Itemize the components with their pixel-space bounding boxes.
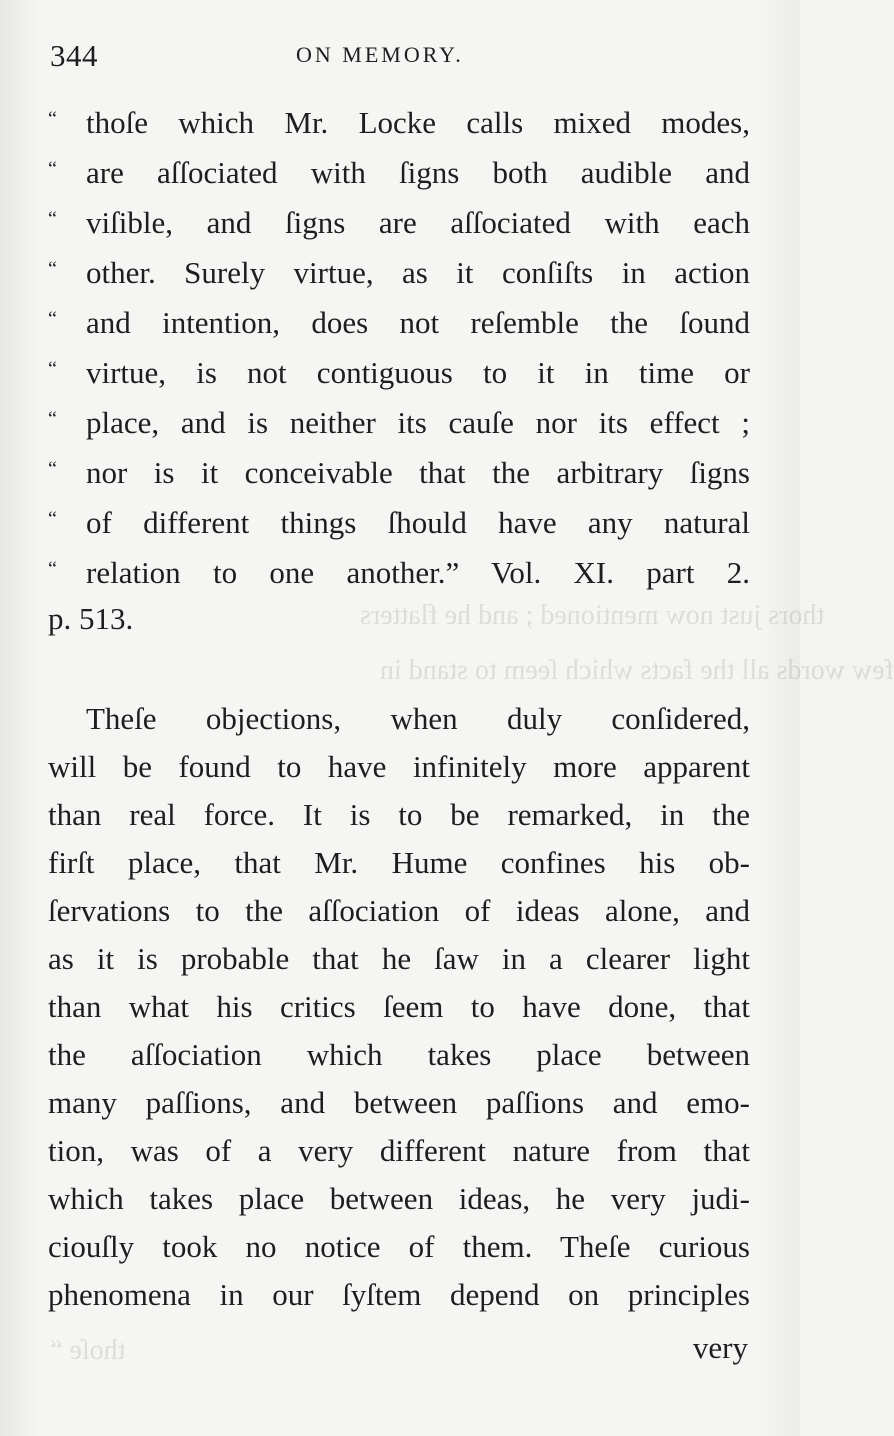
- quote-citation-tail: p. 513.: [48, 601, 134, 636]
- paragraph-line: will be found to have infinitely more apparent: [48, 749, 750, 784]
- quote-line: [48, 500, 750, 542]
- catchword: very: [692, 1330, 748, 1365]
- show-through-text: thoſe “: [50, 1335, 126, 1366]
- quote-line: [48, 250, 750, 292]
- quote-mark: “: [48, 508, 57, 530]
- paragraph-line: firſt place, that Mr. Hume confines his ob-: [48, 845, 750, 880]
- quote-line: [48, 400, 750, 442]
- quote-line-text: nor is it conceivable that the arbitrary ſigns: [86, 455, 750, 490]
- quote-mark: “: [48, 458, 57, 480]
- quote-line-text: are aſſociated with ſigns both audible and: [86, 155, 750, 190]
- show-through-text: few words all the facts which ſeem to stand in: [380, 655, 894, 686]
- quote-line-text: virtue, is not contiguous to it in time or: [86, 355, 750, 390]
- quote-line-text: of different things ſhould have any natural: [86, 505, 750, 540]
- quote-mark: “: [48, 408, 57, 430]
- paragraph-line: Theſe objections, when duly conſidered,: [86, 701, 750, 736]
- quote-line: [48, 550, 750, 592]
- quote-line-text: thoſe which Mr. Locke calls mixed modes,: [86, 105, 750, 140]
- paragraph-line: which takes place between ideas, he very judi-: [48, 1181, 750, 1216]
- quote-line: [48, 450, 750, 492]
- paragraph-line: as it is probable that he ſaw in a clearer light: [48, 941, 750, 976]
- quote-line: [48, 200, 750, 242]
- quote-line: [48, 300, 750, 342]
- page-number: 344: [50, 38, 98, 73]
- paragraph-line: many paſſions, and between paſſions and emo-: [48, 1085, 750, 1120]
- paragraph-line: than real force. It is to be remarked, in the: [48, 797, 750, 832]
- paragraph-line: ciouſly took no notice of them. Theſe curious: [48, 1229, 750, 1264]
- quote-line: [48, 150, 750, 192]
- quote-line-text: and intention, does not reſemble the ſound: [86, 305, 750, 340]
- paragraph-line: the aſſociation which takes place between: [48, 1037, 750, 1072]
- quote-mark: “: [48, 158, 57, 180]
- quote-line-text: other. Surely virtue, as it conſiſts in action: [86, 255, 750, 290]
- running-head: ON MEMORY.: [296, 42, 464, 67]
- show-through-text: thors just now mentioned ; and he flatters: [360, 600, 825, 631]
- paragraph-line: tion, was of a very different nature from that: [48, 1133, 750, 1168]
- quote-line-text: place, and is neither its cauſe nor its effect ;: [86, 405, 750, 440]
- quote-line-text: viſible, and ſigns are aſſociated with each: [86, 205, 750, 240]
- paragraph-line: ſervations to the aſſociation of ideas alone, and: [48, 893, 750, 928]
- quote-mark: “: [48, 258, 57, 280]
- paragraph-line: phenomena in our ſyſtem depend on principles: [48, 1277, 750, 1312]
- paragraph-line: than what his critics ſeem to have done, that: [48, 989, 750, 1024]
- quote-mark: “: [48, 208, 57, 230]
- quote-mark: “: [48, 358, 57, 380]
- quote-mark: “: [48, 308, 57, 330]
- quote-mark: “: [48, 558, 57, 580]
- quote-line: [48, 350, 750, 392]
- quote-line-text: relation to one another.” Vol. XI. part 2.: [86, 555, 750, 590]
- quote-line: [48, 100, 750, 142]
- quote-mark: “: [48, 108, 57, 130]
